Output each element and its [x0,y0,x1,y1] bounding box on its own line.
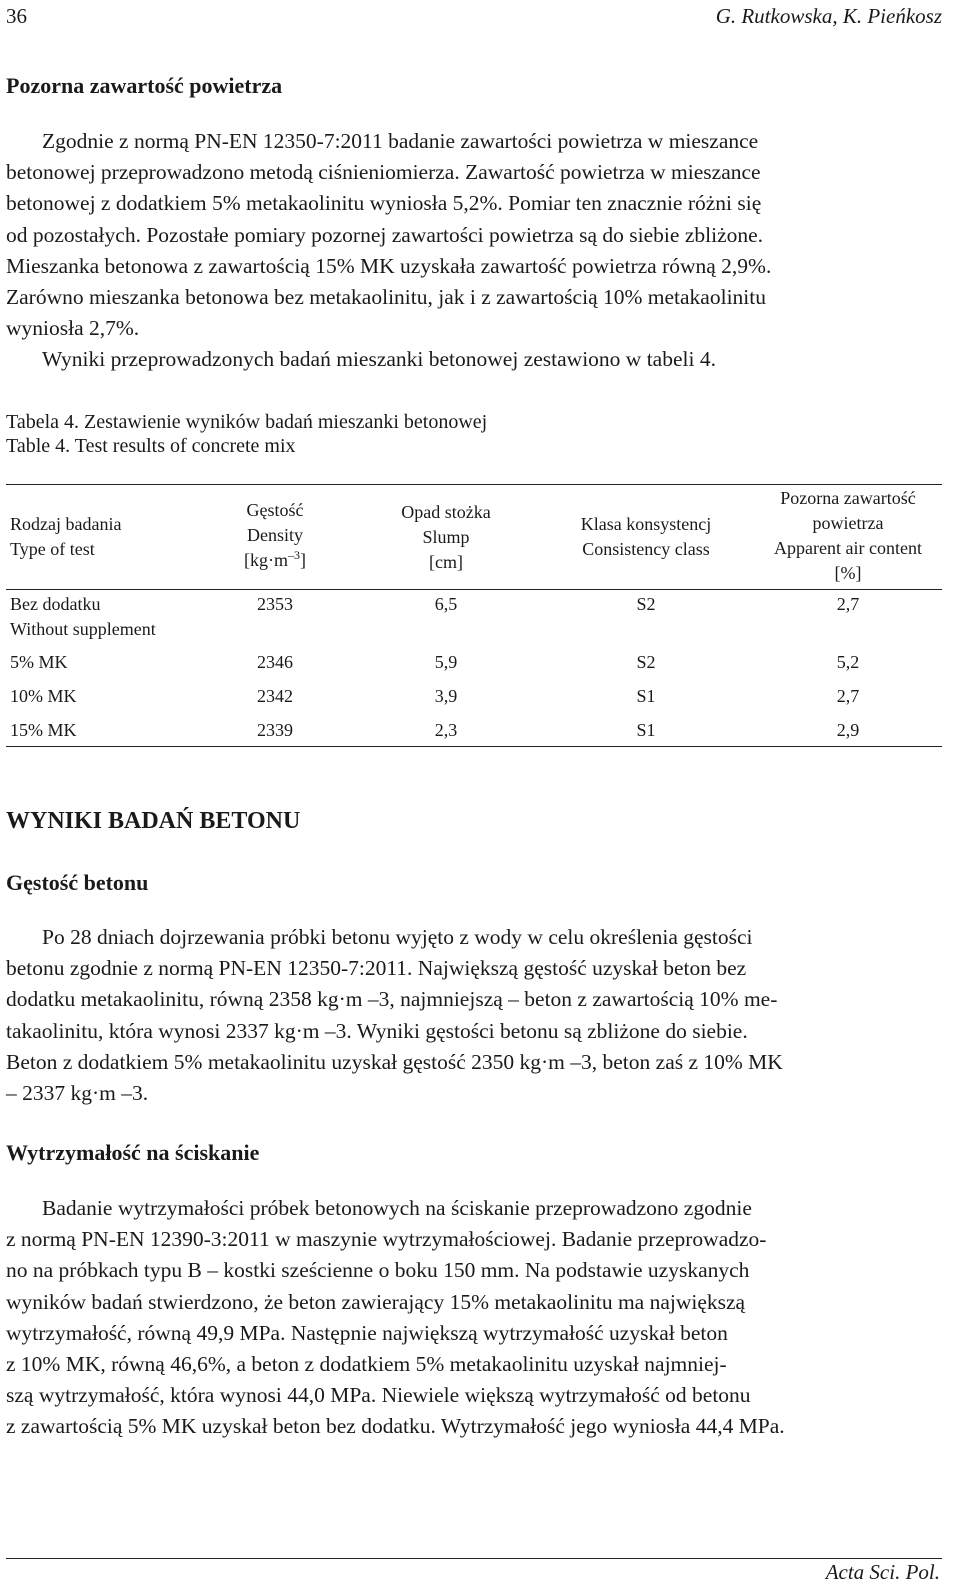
cell-density: 2342 [257,686,293,706]
text-line: Wyniki przeprowadzonych badań mieszanki betonowej zestawiono w tabeli 4. [42,347,716,372]
table-header-rule [6,589,942,590]
table-row-type: 5% MK [10,652,68,672]
col-header-line: Gęstość [246,500,304,520]
col-header-density [244,498,306,575]
col-header-line: powietrza [812,513,884,533]
table-row-type [10,592,156,642]
text-line: betonowej przeprowadzono metodą ciśnieniomierza. Zawartość powietrza w mieszance [6,160,761,185]
col-header-line: Apparent air content [774,538,922,558]
text-line: Zarówno mieszanka betonowa bez metakaolinitu, jak i z zawartością 10% metakaolinitu [6,285,766,310]
cell-text: Bez dodatku [10,594,101,614]
cell-density: 2346 [257,652,293,672]
text-line: od pozostałych. Pozostałe pomiary pozornej zawartości powietrza są do siebie zbliżone. [6,222,764,247]
cell-air: 5,2 [836,652,860,672]
cell-consistency: S2 [636,594,656,614]
col-header-line: [%] [834,563,862,583]
cell-slump: 3,9 [434,686,458,706]
cell-consistency: S2 [636,652,656,672]
text-line: z 10% MK, równą 46,6%, a beton z dodatkiem 5% metakaolinitu uzyskał najmniej- [6,1352,727,1377]
text-line: wyniosła 2,7%. [6,316,140,341]
section-title-density: Gęstość betonu [6,870,149,895]
col-header-line: Type of test [10,539,95,559]
col-header-consistency [581,512,711,562]
cell-text: Without supplement [10,619,156,639]
cell-consistency: S1 [636,720,656,740]
running-head-authors: G. Rutkowska, K. Pieńkosz [715,4,942,28]
col-header-line: Consistency class [582,539,710,559]
section-title-results: WYNIKI BADAŃ BETONU [6,808,301,834]
table-caption-pl: Tabela 4. Zestawienie wyników badań mieszanki betonowej [6,411,488,433]
text-line: Badanie wytrzymałości próbek betonowych na ściskanie przeprowadzono zgodnie [42,1196,752,1220]
text-line: z normą PN-EN 12390-3:2011 w maszynie wytrzymałościowej. Badanie przeprowadzo- [6,1227,767,1252]
col-header-line: Rodzaj badania [10,514,122,534]
footer-rule [6,1558,942,1559]
text-line: Zgodnie z normą PN-EN 12350-7:2011 badanie zawartości powietrza w mieszance [42,129,759,153]
text-line: betonowej z dodatkiem 5% metakaolinitu wyniosła 5,2%. Pomiar ten znacznie różni się [6,191,762,216]
cell-slump: 2,3 [434,720,458,740]
col-header-line: [cm] [429,552,463,572]
paragraph-air-content [6,126,942,376]
cell-air: 2,9 [836,720,860,740]
cell-air: 2,7 [836,594,860,614]
cell-consistency: S1 [636,686,656,706]
col-header-type [10,512,121,562]
text-line: szą wytrzymałość, która wynosi 44,0 MPa. Niewiele większą wytrzymałość od betonu [6,1383,751,1408]
table-bottom-rule [6,746,942,747]
cell-density: 2353 [257,594,293,614]
table-row-type: 15% MK [10,720,77,740]
col-header-slump [401,500,490,575]
cell-slump: 6,5 [434,594,458,614]
cell-slump: 5,9 [434,652,458,672]
text-line: dodatku metakaolinitu, równą 2358 kg·m –3, najmniejszą – beton z zawartością 10% me- [6,987,778,1012]
table-top-rule [6,484,942,485]
cell-density: 2339 [257,720,293,740]
text-line: wytrzymałość, równą 49,9 MPa. Następnie największą wytrzymałość uzyskał beton [6,1320,728,1345]
text-line: takaolinitu, która wynosi 2337 kg·m –3. Wyniki gęstości betonu są zbliżone do siebie. [6,1018,748,1043]
table-caption-en: Table 4. Test results of concrete mix [6,435,296,457]
unit-exponent: –3 [288,548,300,562]
paragraph-density [6,922,942,1109]
col-header-line: Density [247,525,303,545]
text-line: wyników badań stwierdzono, że beton zawierający 15% metakaolinitu ma największą [6,1289,746,1314]
text-line: Beton z dodatkiem 5% metakaolinitu uzyskał gęstość 2350 kg·m –3, beton zaś z 10% MK [6,1049,783,1074]
table-row-type: 10% MK [10,686,77,706]
section-title-air-content: Pozorna zawartość powietrza [6,73,283,98]
col-header-air-content [774,486,922,586]
col-header-line: Pozorna zawartość [780,488,916,508]
text-line: – 2337 kg·m –3. [6,1081,149,1106]
col-header-line [244,548,306,575]
unit-text: [kg·m [244,550,288,570]
section-title-strength: Wytrzymałość na ściskanie [6,1140,260,1165]
text-line: Po 28 dniach dojrzewania próbki betonu wyjęto z wody w celu określenia gęstości [42,925,753,949]
col-header-line: Opad stożka [401,502,491,522]
page-number: 36 [6,4,27,28]
table-caption [6,410,487,458]
cell-air: 2,7 [836,686,860,706]
text-line: betonu zgodnie z normą PN-EN 12350-7:2011. Największą gęstość uzyskał beton bez [6,956,747,981]
unit-bracket: ] [300,550,306,570]
journal-name: Acta Sci. Pol. [825,1560,940,1584]
col-header-line: Slump [422,527,470,547]
col-header-line: Klasa konsystencj [580,514,712,534]
paragraph-strength [6,1193,942,1443]
text-line: no na próbkach typu B – kostki sześcienne o boku 150 mm. Na podstawie uzyskanych [6,1258,750,1283]
text-line: Mieszanka betonowa z zawartością 15% MK uzyskała zawartość powietrza równą 2,9%. [6,253,772,278]
text-line: z zawartością 5% MK uzyskał beton bez dodatku. Wytrzymałość jego wyniosła 44,4 MPa. [6,1414,785,1439]
